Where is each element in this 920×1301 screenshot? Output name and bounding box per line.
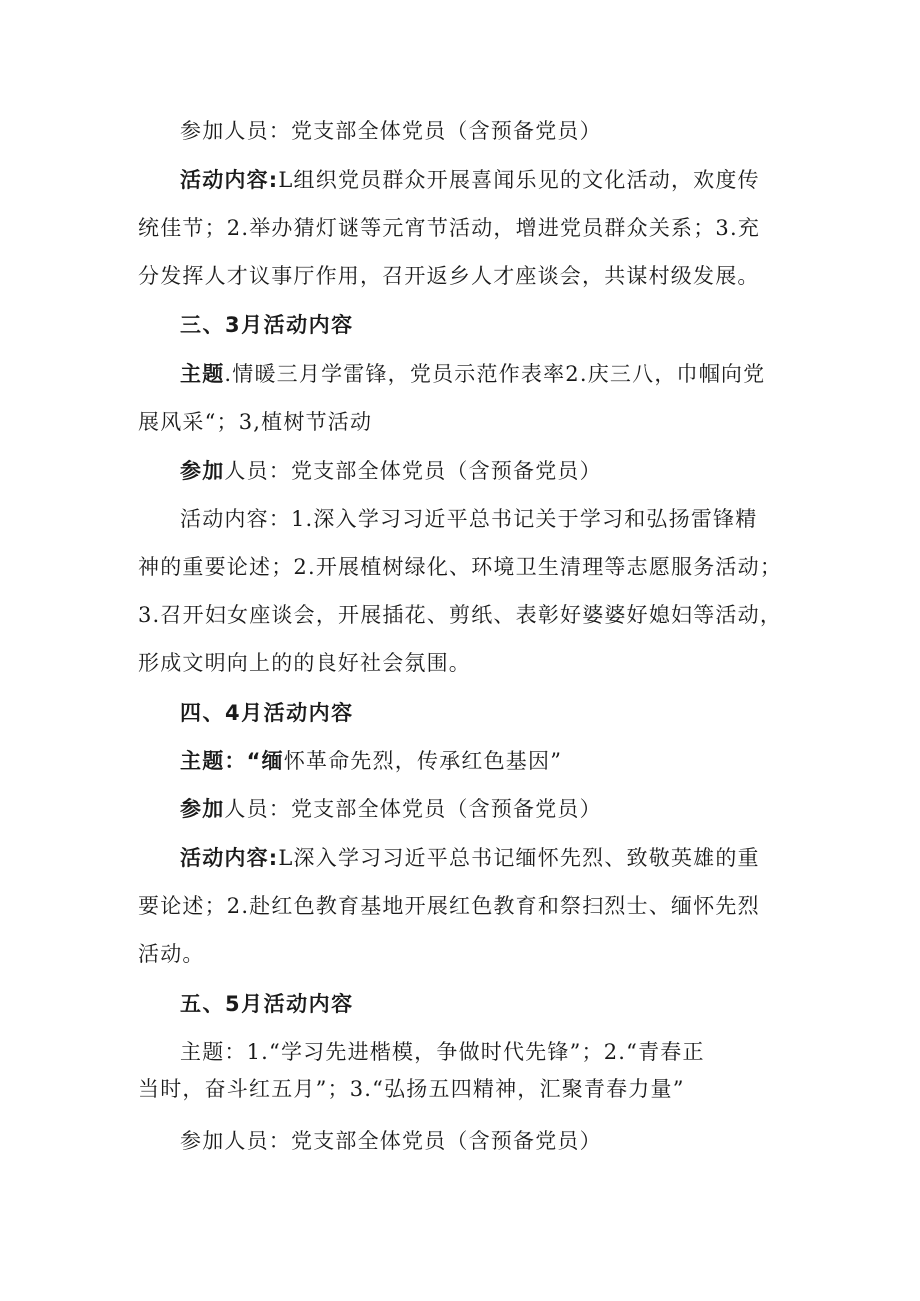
section-heading-may xyxy=(180,989,840,1019)
content-line-1 xyxy=(180,843,840,873)
section-heading-march xyxy=(180,310,840,340)
content-text: 活动内容：1.深入学习习近平总书记关于学习和弘扬雷锋精 xyxy=(180,507,758,531)
participants-text: 参加人员：党支部全体党员（含预备党员） xyxy=(180,119,602,143)
activity-content-text: 分发挥人才议事厅作用，召开返乡人才座谈会，共谋村级发展。 xyxy=(138,264,760,288)
section-heading-text: 五、5月活动内容 xyxy=(180,992,354,1016)
content-text: 活动。 xyxy=(138,942,205,966)
theme-text: .情暖三月学雷锋，党员示范作表率2.庆三八，巾帼向党 xyxy=(224,362,766,386)
activity-content-line-3 xyxy=(138,261,798,291)
participants-line xyxy=(180,116,840,146)
theme-line-1 xyxy=(180,1037,840,1067)
section-heading-april xyxy=(180,698,840,728)
content-line-2 xyxy=(138,552,798,582)
theme-text: 怀革命先烈，传承红色基因” xyxy=(283,749,563,773)
content-label: 活动内容: xyxy=(180,846,279,870)
participants-text: 人员：党支部全体党员（含预备党员） xyxy=(224,797,602,821)
content-line-1 xyxy=(180,504,840,534)
activity-content-label: 活动内容: xyxy=(180,168,279,192)
activity-content-line-1 xyxy=(180,165,840,195)
content-line-2 xyxy=(138,891,798,921)
participants-label: 参加 xyxy=(180,797,225,821)
activity-content-text: 统佳节；2.举办猜灯谜等元宵节活动，增进党员群众关系；3.充 xyxy=(138,216,761,240)
theme-line-2 xyxy=(138,407,798,437)
content-text: 神的重要论述；2.开展植树绿化、环境卫生清理等志愿服务活动； xyxy=(138,555,783,579)
theme-text: 展风采“；3,植树节活动 xyxy=(138,410,373,434)
section-heading-text: 四、4月活动内容 xyxy=(180,701,354,725)
content-text: 要论述；2.赴红色教育基地开展红色教育和祭扫烈士、缅怀先烈 xyxy=(138,894,760,918)
participants-text: 参加人员：党支部全体党员（含预备党员） xyxy=(180,1129,602,1153)
theme-line xyxy=(180,746,840,776)
theme-label: 主题 xyxy=(180,362,225,386)
activity-content-line-2 xyxy=(138,213,798,243)
theme-label: 主题：“缅 xyxy=(180,749,284,773)
participants-text: 人员：党支部全体党员（含预备党员） xyxy=(224,459,602,483)
content-text: 3.召开妇女座谈会，开展插花、剪纸、表彰好婆婆好媳妇等活动， xyxy=(138,603,783,627)
theme-line-2 xyxy=(138,1074,798,1104)
section-heading-text: 三、3月活动内容 xyxy=(180,313,354,337)
participants-line xyxy=(180,456,840,486)
participants-label: 参加 xyxy=(180,459,225,483)
activity-content-text: L组织党员群众开展喜闻乐见的文化活动，欢度传 xyxy=(278,168,760,192)
theme-text: 当时，奋斗红五月”；3.“弘扬五四精神，汇聚青春力量” xyxy=(138,1077,685,1101)
theme-line-1 xyxy=(180,359,840,389)
participants-line xyxy=(180,794,840,824)
content-text: 形成文明向上的的良好社会氛围。 xyxy=(138,651,471,675)
content-line-4 xyxy=(138,648,798,678)
content-line-3 xyxy=(138,600,798,630)
content-text: L深入学习习近平总书记缅怀先烈、致敬英雄的重 xyxy=(278,846,760,870)
participants-line xyxy=(180,1126,840,1156)
theme-text: 主题：1.“学习先进楷模，争做时代先锋”；2.“青春正 xyxy=(180,1040,705,1064)
content-line-3 xyxy=(138,939,798,969)
